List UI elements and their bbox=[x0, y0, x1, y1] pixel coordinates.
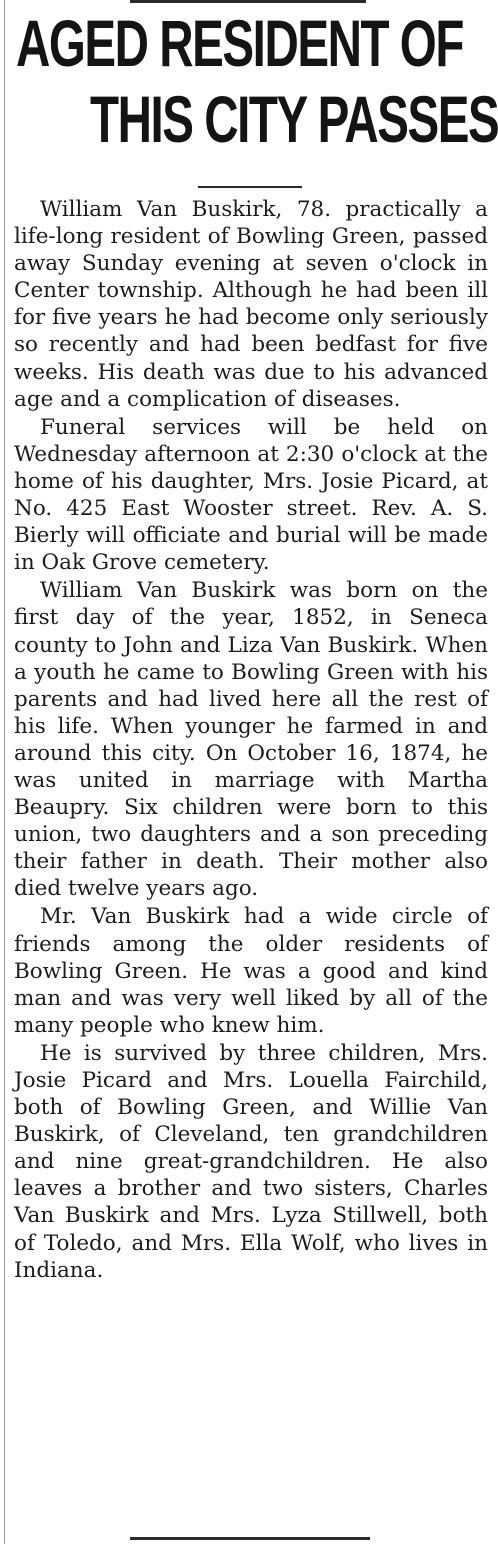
column-line bbox=[4, 0, 5, 1544]
headline bbox=[16, 6, 498, 156]
paragraph-friends: Mr. Van Buskirk had a wide circle of friends among the older residents of Bowling Green. He was a good and kind man and was very well liked by all of the many people who knew him. bbox=[14, 904, 488, 1038]
headline-line-1: AGED RESIDENT OF bbox=[16, 6, 463, 80]
top-rule bbox=[130, 0, 366, 3]
paragraph-biography: William Van Buskirk was born on the first day of the year, 1852, in Seneca county to John and Liza Van Buskirk. When a youth he came to Bowling Green with his parents and had lived here all the rest of his life. When younger he farmed in and around this city. On October 16, 1874, he was united in marriage with Martha Beaupry. Six children were born to this union, two daughters and a son preceding their father in death. Their mother also died twelve years ago. bbox=[14, 578, 488, 902]
paragraph-survivors: He is survived by three children, Mrs. Josie Picard and Mrs. Louella Fairchild, both of Bowling Green, and Willie Van Buskirk, of Cleveland, ten grandchildren and nine great-grandchildren. He also leaves a brother and two sisters, Charles Van Buskirk and Mrs. Lyza Stillwell, both of Toledo, and Mrs. Ella Wolf, who lives in Indiana. bbox=[14, 1040, 488, 1283]
headline-line-2: THIS CITY PASSES bbox=[90, 82, 498, 156]
bottom-rule bbox=[130, 1537, 370, 1540]
article-body bbox=[14, 196, 488, 1284]
paragraph-death-notice: William Van Buskirk, 78. practically a life-long resident of Bowling Green, passed away Sunday evening at seven o'clock in Center township. Although he had been ill for five years he had become only seriously so recently and had been bedfast for five weeks. His death was due to his advanced age and a complication of diseases. bbox=[14, 197, 488, 412]
paragraph-funeral: Funeral services will be held on Wednesday afternoon at 2:30 o'clock at the home of his daughter, Mrs. Josie Picard, at No. 425 East Wooster street. Rev. A. S. Bierly will officiate and burial will be made in Oak Grove cemetery. bbox=[14, 414, 488, 576]
headline-divider bbox=[198, 186, 302, 188]
